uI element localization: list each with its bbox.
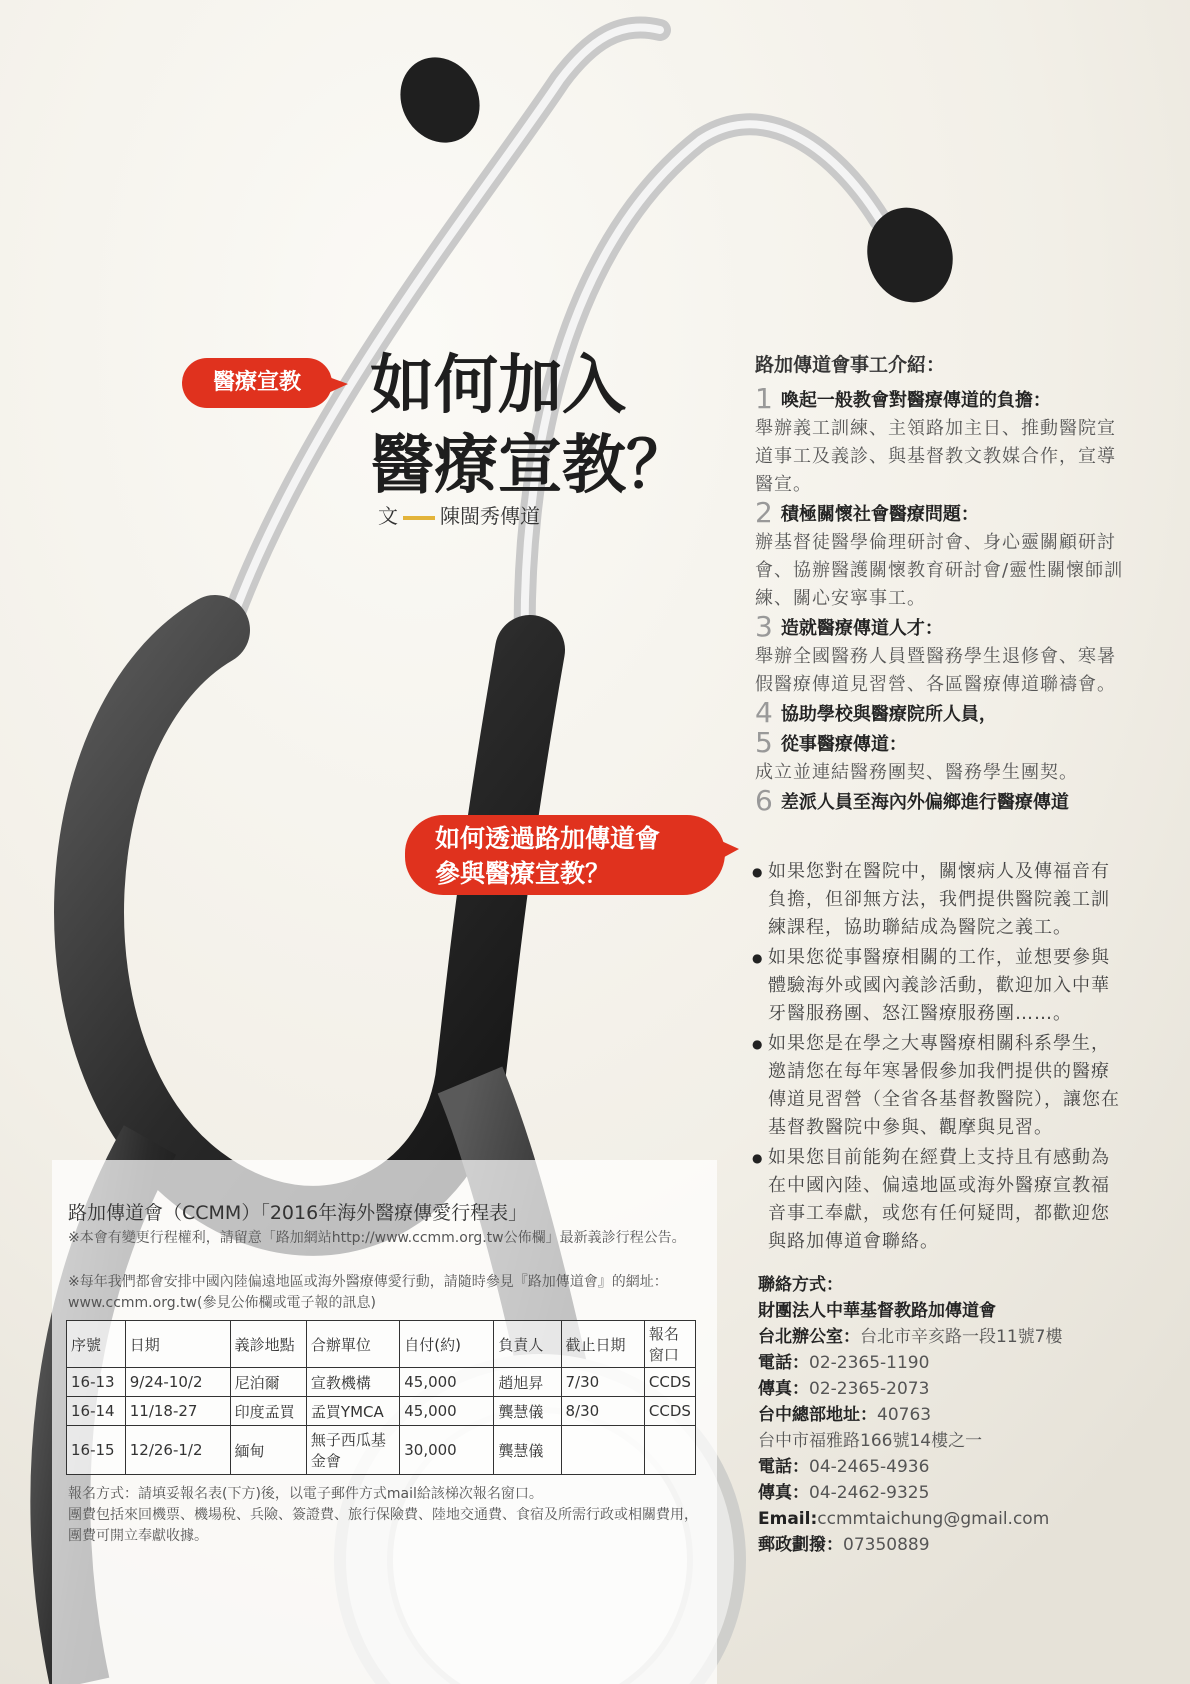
table-cell: 7/30 bbox=[561, 1368, 644, 1397]
item-number: 5 bbox=[755, 726, 773, 759]
table-cell: 無子西瓜基金會 bbox=[306, 1426, 399, 1475]
column-header: 報名窗口 bbox=[644, 1321, 695, 1368]
column-header: 自付(約) bbox=[400, 1321, 494, 1368]
table-row bbox=[67, 1397, 696, 1426]
item-body: 辦基督徒醫學倫理研討會、身心靈關顧研討會、協辦醫護關懷教育研討會/靈性關懷師訓練、關心安寧事工。 bbox=[755, 532, 1124, 609]
column-header: 合辦單位 bbox=[306, 1321, 399, 1368]
table-row bbox=[67, 1426, 696, 1475]
table-cell: CCDS bbox=[644, 1368, 695, 1397]
ministry-item bbox=[755, 726, 1125, 787]
title-line-2: 醫療宣教？ bbox=[370, 428, 690, 503]
ministry-item bbox=[755, 784, 1125, 817]
table-cell: CCDS bbox=[644, 1397, 695, 1426]
byline-author: 陳閩秀傳道 bbox=[440, 504, 540, 528]
item-number: 4 bbox=[755, 696, 773, 729]
table-cell: 16-14 bbox=[67, 1397, 126, 1426]
ministry-item bbox=[755, 382, 1125, 499]
table-cell: 龔慧儀 bbox=[494, 1426, 561, 1475]
participation-list bbox=[752, 858, 1127, 1258]
schedule-note-1: ※本會有變更行程權利，請留意「路加網站http://www.ccmm.org.tw公佈欄」最新義診行程公告。 bbox=[68, 1230, 686, 1246]
taipei-fax: 02-2365-2073 bbox=[809, 1379, 930, 1399]
email-label: Email: bbox=[758, 1509, 818, 1529]
column-header: 截止日期 bbox=[561, 1321, 644, 1368]
phone-label: 電話： bbox=[758, 1457, 809, 1477]
item-number: 2 bbox=[755, 496, 773, 529]
item-heading: 協助學校與醫療院所人員， bbox=[780, 704, 997, 725]
table-header-row bbox=[67, 1321, 696, 1368]
item-heading: 造就醫療傳道人才： bbox=[780, 618, 943, 639]
column-header: 負責人 bbox=[494, 1321, 561, 1368]
byline bbox=[378, 500, 540, 529]
taichung-zip: 40763 bbox=[877, 1405, 932, 1425]
table-row bbox=[67, 1368, 696, 1397]
org-name: 財團法人中華基督教路加傳道會 bbox=[758, 1301, 996, 1321]
table-cell: 12/26-1/2 bbox=[125, 1426, 230, 1475]
item-number: 6 bbox=[755, 784, 773, 817]
postal-account: 07350889 bbox=[843, 1535, 930, 1555]
column-header: 日期 bbox=[125, 1321, 230, 1368]
registration-note: 報名方式：請填妥報名表(下方)後，以電子郵件方式mail給該梯次報名窗口。 bbox=[68, 1486, 543, 1502]
item-heading: 積極關懷社會醫療問題： bbox=[780, 504, 979, 525]
fax-label: 傳真： bbox=[758, 1379, 809, 1399]
table-cell bbox=[644, 1426, 695, 1475]
fax-label: 傳真： bbox=[758, 1483, 809, 1503]
table-cell: 尼泊爾 bbox=[230, 1368, 306, 1397]
schedule-table bbox=[66, 1320, 696, 1475]
table-cell: 45,000 bbox=[400, 1368, 494, 1397]
column-header: 義診地點 bbox=[230, 1321, 306, 1368]
table-cell: 11/18-27 bbox=[125, 1397, 230, 1426]
table-cell: 30,000 bbox=[400, 1426, 494, 1475]
list-item: ● 如果您對在醫院中，關懷病人及傳福音有負擔，但卻無方法，我們提供醫院義工訓練課程，協助聯結成為醫院之義工。 bbox=[752, 858, 1127, 942]
item-number: 3 bbox=[755, 610, 773, 643]
item-body: 舉辦全國醫務人員暨醫務學生退修會、寒暑假醫療傳道見習營、各區醫療傳道聯禱會。 bbox=[755, 646, 1116, 695]
table-cell: 宣教機構 bbox=[306, 1368, 399, 1397]
table-cell: 孟買YMCA bbox=[306, 1397, 399, 1426]
taichung-address: 台中市福雅路166號14樓之一 bbox=[758, 1431, 983, 1451]
byline-dash bbox=[403, 516, 435, 520]
list-item: ● 如果您目前能夠在經費上支持且有感動為在中國內陸、偏遠地區或海外醫療宣教福音事工奉獻，或您有任何疑問，都歡迎您與路加傳道會聯絡。 bbox=[752, 1144, 1127, 1256]
ministry-item bbox=[755, 496, 1125, 613]
taipei-address: 台北市辛亥路一段11號7樓 bbox=[860, 1327, 1063, 1347]
table-cell: 16-13 bbox=[67, 1368, 126, 1397]
list-item: ● 如果您是在學之大專醫療相關科系學生，邀請您在每年寒暑假參加我們提供的醫療傳道見習營（全省各基督教醫院），讓您在基督教醫院中參與、觀摩與見習。 bbox=[752, 1030, 1127, 1142]
table-cell: 印度孟買 bbox=[230, 1397, 306, 1426]
section-tag: 醫療宣教 bbox=[182, 358, 332, 408]
phone-label: 電話： bbox=[758, 1353, 809, 1373]
table-cell: 45,000 bbox=[400, 1397, 494, 1426]
intro-heading: 路加傳道會事工介紹： bbox=[755, 354, 946, 376]
postal-label: 郵政劃撥： bbox=[758, 1535, 843, 1555]
table-cell: 9/24-10/2 bbox=[125, 1368, 230, 1397]
bubble-line-1: 如何透過路加傳道會 bbox=[435, 824, 661, 853]
item-number: 1 bbox=[755, 382, 773, 415]
column-header: 序號 bbox=[67, 1321, 126, 1368]
ministry-item bbox=[755, 610, 1125, 699]
taichung-label: 台中總部地址： bbox=[758, 1405, 877, 1425]
contact-info bbox=[758, 1272, 1128, 1558]
schedule-title: 路加傳道會（CCMM）「2016年海外醫療傳愛行程表」 bbox=[68, 1202, 528, 1224]
fee-note: 團費包括來回機票、機場稅、兵險、簽證費、旅行保險費、陸地交通費、食宿及所需行政或相關費用，團費可開立奉獻收據。 bbox=[68, 1507, 698, 1544]
bubble-line-2: 參與醫療宣教？ bbox=[435, 859, 611, 888]
schedule-note-2: ※每年我們都會安排中國內陸偏遠地區或海外醫療傳愛行動，請隨時參見『路加傳道會』的網址：www.ccmm.org.tw(參見公佈欄或電子報的訊息) bbox=[68, 1274, 668, 1311]
table-cell: 趙旭昇 bbox=[494, 1368, 561, 1397]
ministry-item bbox=[755, 696, 1125, 729]
email-link[interactable]: ccmmtaichung@gmail.com bbox=[817, 1509, 1050, 1529]
table-cell bbox=[561, 1426, 644, 1475]
page-title bbox=[370, 346, 730, 506]
item-heading: 喚起一般教會對醫療傳道的負擔： bbox=[780, 390, 1051, 411]
table-cell: 8/30 bbox=[561, 1397, 644, 1426]
table-cell: 緬甸 bbox=[230, 1426, 306, 1475]
taipei-phone[interactable]: 02-2365-1190 bbox=[809, 1353, 930, 1373]
taichung-phone[interactable]: 04-2465-4936 bbox=[809, 1457, 930, 1477]
byline-prefix: 文 bbox=[378, 504, 398, 528]
contact-heading: 聯絡方式： bbox=[758, 1275, 843, 1295]
item-body: 成立並連結醫務團契、醫務學生團契。 bbox=[755, 762, 1078, 783]
item-heading: 從事醫療傳道： bbox=[780, 734, 907, 755]
taichung-fax: 04-2462-9325 bbox=[809, 1483, 930, 1503]
speech-bubble bbox=[405, 815, 725, 895]
table-cell: 龔慧儀 bbox=[494, 1397, 561, 1426]
ministry-intro bbox=[755, 350, 1125, 817]
item-heading: 差派人員至海內外偏鄉進行醫療傳道 bbox=[780, 792, 1069, 813]
taipei-label: 台北辦公室： bbox=[758, 1327, 860, 1347]
list-item: ● 如果您從事醫療相關的工作，並想要參與體驗海外或國內義診活動，歡迎加入中華牙醫服務團、怒江醫療服務團……。 bbox=[752, 944, 1127, 1028]
title-line-1: 如何加入 bbox=[370, 348, 626, 423]
item-body: 舉辦義工訓練、主領路加主日、推動醫院宣道事工及義診、與基督教文教媒合作，宣導醫宣。 bbox=[755, 418, 1116, 495]
table-cell: 16-15 bbox=[67, 1426, 126, 1475]
